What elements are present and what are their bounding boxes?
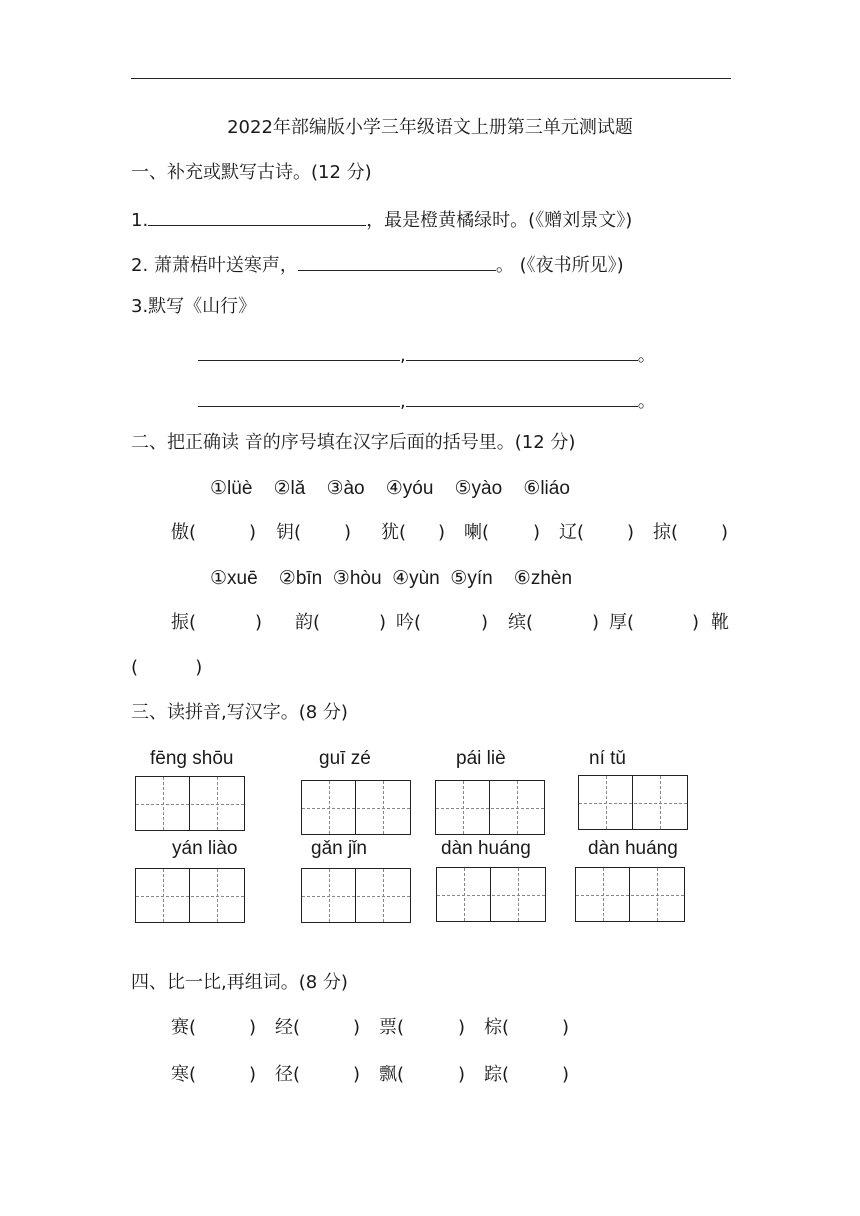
char-item: 寒( bbox=[171, 1064, 197, 1085]
char-item: 靴 bbox=[711, 612, 729, 633]
question-3: 3.默写《山行》 bbox=[131, 296, 257, 317]
char-item: 傲( bbox=[171, 522, 197, 543]
bracket-close: ) bbox=[379, 612, 387, 633]
section-3-heading: 三、读拼音,写汉字。(8 分) bbox=[131, 702, 348, 723]
answer-blank[interactable] bbox=[148, 209, 366, 226]
section-2-heading: 二、把正确读 音的序号填在汉字后面的括号里。(12 分) bbox=[131, 432, 576, 453]
pinyin-word: guī zé bbox=[319, 748, 371, 769]
bracket-close: ) bbox=[344, 522, 352, 543]
bracket-close: ) bbox=[592, 612, 600, 633]
bracket-close: ) bbox=[255, 612, 263, 633]
char-item: 掠( bbox=[653, 522, 679, 543]
writing-grid[interactable] bbox=[575, 867, 685, 922]
writing-grid[interactable] bbox=[301, 780, 411, 835]
bracket-close: ) bbox=[458, 1064, 466, 1085]
bracket-close: ) bbox=[627, 522, 635, 543]
answer-blank[interactable] bbox=[406, 344, 638, 361]
char-item: 径( bbox=[275, 1064, 301, 1085]
bracket-close: ) bbox=[692, 612, 700, 633]
char-item: 辽( bbox=[559, 522, 585, 543]
char-item: 缤( bbox=[508, 612, 534, 633]
char-item: 飘( bbox=[379, 1064, 405, 1085]
pinyin-word: ní tǔ bbox=[589, 748, 626, 769]
bracket-close: ) bbox=[533, 522, 541, 543]
writing-grid[interactable] bbox=[135, 776, 245, 831]
pinyin-word: gǎn jǐn bbox=[311, 838, 367, 859]
char-item: 经( bbox=[275, 1017, 301, 1038]
pinyin-word: fēng shōu bbox=[150, 748, 234, 769]
char-item: 赛( bbox=[171, 1017, 197, 1038]
poem-line-1 bbox=[198, 344, 656, 365]
bracket-close: ) bbox=[481, 612, 489, 633]
bracket-close: ) bbox=[562, 1017, 570, 1038]
char-item: 钥( bbox=[276, 522, 302, 543]
char-item: 韵( bbox=[295, 612, 321, 633]
writing-grid[interactable] bbox=[135, 868, 245, 923]
wrapped-bracket: ( ) bbox=[131, 657, 203, 678]
period: 。 bbox=[637, 391, 656, 412]
char-item: 厚( bbox=[609, 612, 635, 633]
question-2-prefix: 2. 萧萧梧叶送寒声， bbox=[131, 255, 298, 276]
bracket-close: ) bbox=[249, 522, 257, 543]
answer-blank[interactable] bbox=[406, 390, 638, 407]
writing-grid[interactable] bbox=[301, 868, 411, 923]
pinyin-options-2: ①xuē ②bīn ③hòu ④yùn ⑤yín ⑥zhèn bbox=[210, 568, 573, 589]
pinyin-word: dàn huáng bbox=[441, 838, 531, 859]
pinyin-word: pái liè bbox=[456, 748, 506, 769]
char-item: 吟( bbox=[396, 612, 422, 633]
bracket-close: ) bbox=[249, 1064, 257, 1085]
bracket-close: ) bbox=[353, 1064, 361, 1085]
writing-grid[interactable] bbox=[436, 867, 546, 922]
writing-grid[interactable] bbox=[578, 775, 688, 830]
bracket-close: ) bbox=[353, 1017, 361, 1038]
char-item: 踪( bbox=[484, 1064, 510, 1085]
question-2 bbox=[131, 254, 624, 275]
header-rule bbox=[131, 78, 731, 79]
bracket-close: ) bbox=[721, 522, 729, 543]
bracket-close: ) bbox=[438, 522, 446, 543]
answer-blank[interactable] bbox=[298, 254, 496, 271]
char-item: 棕( bbox=[484, 1017, 510, 1038]
section-4-heading: 四、比一比,再组词。(8 分) bbox=[131, 972, 348, 993]
char-item: 振( bbox=[171, 612, 197, 633]
pinyin-word: dàn huáng bbox=[588, 838, 678, 859]
page-title: 2022年部编版小学三年级语文上册第三单元测试题 bbox=[227, 117, 633, 138]
writing-grid[interactable] bbox=[435, 780, 545, 835]
question-1 bbox=[131, 209, 632, 230]
period: 。 bbox=[637, 345, 656, 366]
answer-blank[interactable] bbox=[198, 390, 400, 407]
pinyin-options-1: ①lüè ②lǎ ③ào ④yóu ⑤yào ⑥liáo bbox=[210, 478, 570, 499]
poem-line-2 bbox=[198, 390, 656, 411]
bracket-close: ) bbox=[562, 1064, 570, 1085]
comma: , bbox=[400, 345, 406, 366]
comma: , bbox=[400, 391, 406, 412]
question-1-number: 1. bbox=[131, 210, 149, 231]
char-item: 票( bbox=[379, 1017, 405, 1038]
char-item: 犹( bbox=[381, 522, 407, 543]
question-2-suffix: 。 (《夜书所见》) bbox=[495, 255, 624, 276]
answer-blank[interactable] bbox=[198, 344, 400, 361]
question-1-text: ，最是橙黄橘绿时。(《赠刘景文》) bbox=[366, 210, 633, 231]
pinyin-word: yán liào bbox=[172, 838, 238, 859]
bracket-close: ) bbox=[249, 1017, 257, 1038]
char-item: 喇( bbox=[464, 522, 490, 543]
section-1-heading: 一、补充或默写古诗。(12 分) bbox=[131, 162, 372, 183]
bracket-close: ) bbox=[458, 1017, 466, 1038]
